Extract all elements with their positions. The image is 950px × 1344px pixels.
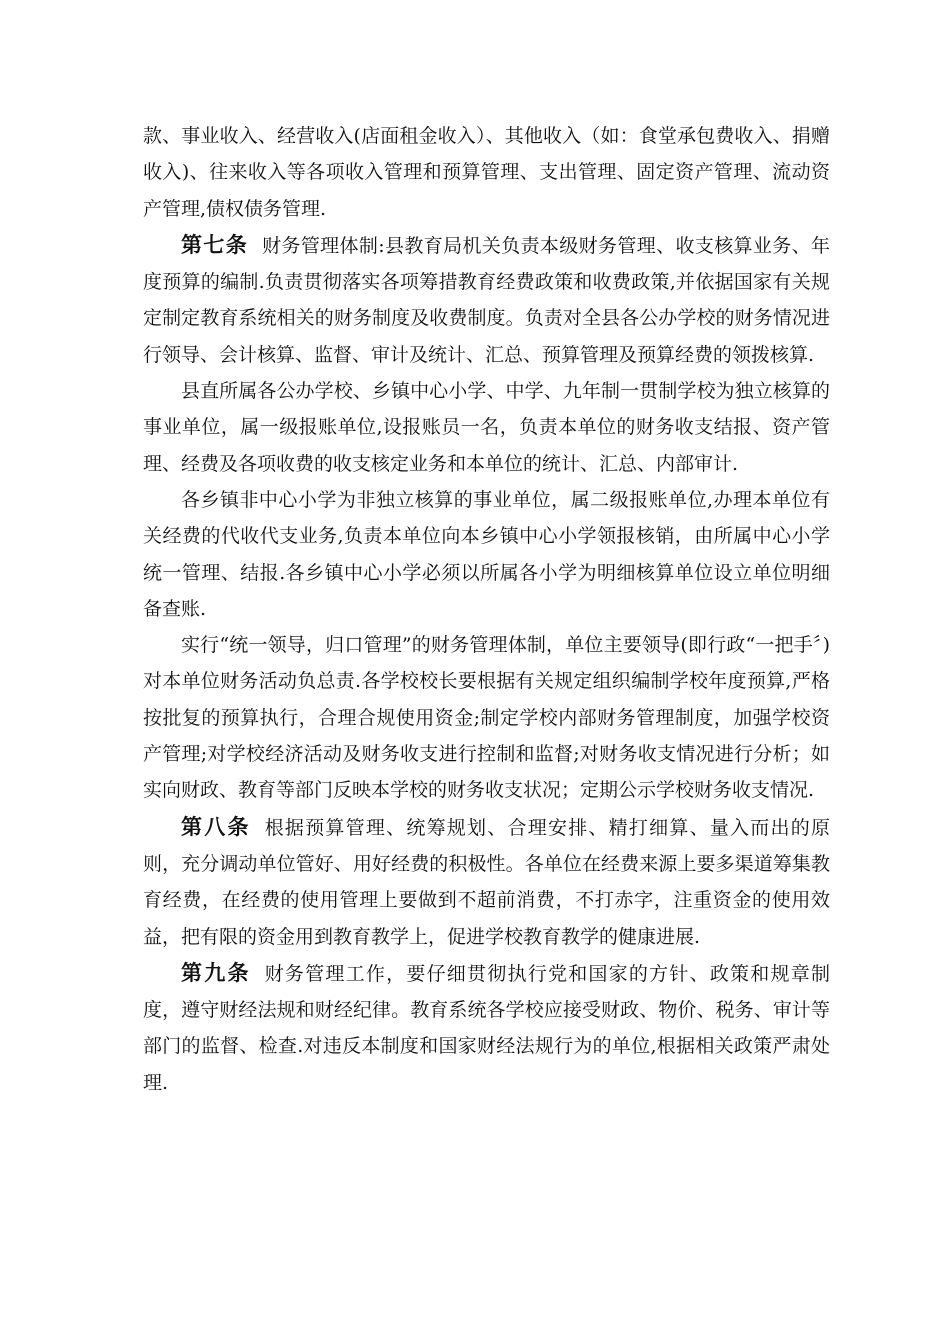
- paragraph-text: 根据预算管理、统筹规划、合理安排、精打细算、量入而出的原则，充分调动单位管好、用好经费的积极性。各单位在经费来源上要多渠道筹集教育经费，在经费的使用管理上要做到不超前消费，不打赤字，注重资金的使用效益，把有限的资金用到教育教学上，促进学校教育教学的健康进展.: [143, 816, 830, 948]
- management-system-paragraph: [143, 627, 830, 808]
- township-schools-paragraph: [143, 482, 830, 627]
- article-heading: 第九条: [181, 959, 251, 985]
- paragraph-text: 财务管理体制:县教育局机关负责本级财务管理、收支核算业务、年度预算的编制.负责贯彻落实各项筹措教育经费政策和收费政策,并依据国家有关规定制定教育系统相关的财务制度及收费制度。负责对全县各公办学校的财务情况进行领导、会计核算、监督、审计及统计、汇总、预算管理及预算经费的领拨核算.: [143, 234, 831, 366]
- article-heading: 第七条: [181, 231, 249, 257]
- paragraph-continuation: [143, 118, 830, 227]
- paragraph-text: 县直所属各公办学校、乡镇中心小学、中学、九年制一贯制学校为独立核算的事业单位，属一级报账单位,设报账员一名，负责本单位的财务收支结报、资产管理、经费及各项收费的收支核定业务和本单位的统计、汇总、内部审计.: [143, 380, 830, 475]
- paragraph-text: 各乡镇非中心小学为非独立核算的事业单位，属二级报账单位,办理本单位有关经费的代收代支业务,负责本单位向本乡镇中心小学领报核销，由所属中心小学统一管理、结报.各乡镇中心小学必须以所属各小学为明细核算单位设立单位明细备查账.: [143, 488, 830, 620]
- paragraph-text: 款、事业收入、经营收入(店面租金收入）、其他收入（如：食堂承包费收入、捐赠收入)、往来收入等各项收入管理和预算管理、支出管理、固定资产管理、流动资产管理,债权债务管理.: [143, 125, 830, 220]
- article-8-paragraph: [143, 809, 830, 955]
- paragraph-text: 财务管理工作，要仔细贯彻执行党和国家的方针、政策和规章制度，遵守财经法规和财经纪律。教育系统各学校应接受财政、物价、税务、审计等部门的监督、检查.对违反本制度和国家财经法规行为的单位,根据相关政策严肃处理.: [143, 962, 830, 1094]
- article-7-paragraph: [143, 227, 830, 373]
- article-heading: 第八条: [181, 813, 251, 839]
- county-schools-paragraph: [143, 373, 830, 482]
- paragraph-text: 实行“统一领导，归口管理”的财务管理体制，单位主要领导(即行政“一把手〞)对本单位财务活动负总责.各学校校长要根据有关规定组织编制学校年度预算,严格按批复的预算执行，合理合规使用资金;制定学校内部财务管理制度，加强学校资产管理;对学校经济活动及财务收支进行控制和监督;对财务收支情况进行分析；如实向财政、教育等部门反映本学校的财务收支状况；定期公示学校财务收支情况.: [143, 634, 830, 802]
- article-9-paragraph: [143, 955, 830, 1101]
